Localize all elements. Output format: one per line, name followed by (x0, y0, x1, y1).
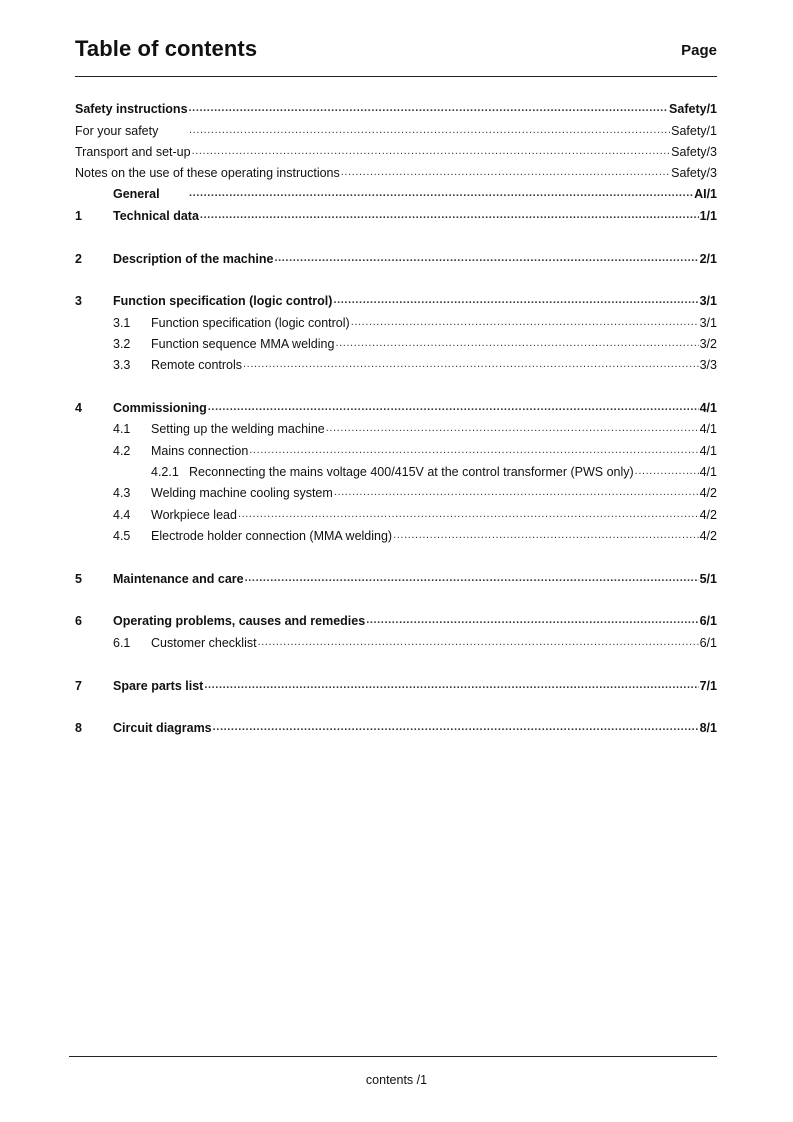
toc-leader-dots (334, 486, 699, 500)
toc-entry-number: 1 (75, 208, 82, 223)
toc-entry-number: 3.3 (113, 358, 131, 373)
toc-entry-4-3[interactable] (75, 479, 717, 500)
toc-entry-page: Safety/3 (671, 166, 717, 181)
toc-entry-number: 4.5 (113, 528, 131, 543)
toc-entry-text: Notes on the use of these operating instructions (75, 166, 340, 181)
toc-leader-dots (366, 614, 698, 628)
toc-entry-text: Technical data (113, 208, 199, 223)
toc-entry-number: 8 (75, 721, 82, 736)
toc-entry-3[interactable] (75, 287, 717, 308)
toc-entry-number: 2 (75, 251, 82, 266)
toc-entry-text: Welding machine cooling system (151, 486, 333, 501)
toc-entry-4[interactable] (75, 394, 717, 415)
toc-entry-6-1[interactable] (75, 628, 717, 649)
toc-leader-dots (393, 529, 699, 543)
toc-entry-text: For your safety (75, 123, 159, 138)
header-divider (75, 76, 717, 77)
toc-entry-number: 3.2 (113, 336, 131, 351)
toc-entry-number: 7 (75, 678, 82, 693)
table-of-contents (75, 95, 717, 735)
toc-entry-page: 4/1 (699, 401, 717, 416)
toc-entry-number: 5 (75, 571, 82, 586)
toc-entry-page: 4/1 (699, 464, 717, 479)
toc-leader-dots (341, 166, 670, 180)
toc-entry-text: Setting up the welding machine (151, 422, 325, 437)
toc-leader-dots (204, 679, 698, 693)
toc-entry-text: Workpiece lead (151, 507, 237, 522)
toc-entry-page: 3/1 (699, 294, 717, 309)
toc-entry-for-your-safety[interactable] (75, 116, 717, 137)
toc-entry-4-5[interactable] (75, 522, 717, 543)
toc-entry-text: Maintenance and care (113, 571, 244, 586)
toc-leader-dots (326, 422, 699, 436)
toc-entry-page: Safety/1 (671, 123, 717, 138)
toc-entry-page: 2/1 (699, 251, 717, 266)
toc-entry-number: 6.1 (113, 635, 131, 650)
toc-leader-dots (258, 636, 699, 650)
toc-entry-text: Description of the machine (113, 251, 274, 266)
toc-leader-dots (635, 465, 699, 479)
toc-leader-dots (208, 401, 699, 415)
toc-entry-4-2[interactable] (75, 436, 717, 457)
toc-entry-page: 6/1 (699, 635, 717, 650)
toc-entry-3-1[interactable] (75, 308, 717, 329)
toc-entry-page: Safety/3 (671, 144, 717, 159)
toc-leader-dots (243, 358, 699, 372)
toc-entry-number: 6 (75, 614, 82, 629)
toc-entry-transport[interactable] (75, 138, 717, 159)
toc-leader-dots (333, 294, 698, 308)
page-title: Table of contents (75, 36, 258, 61)
page-header (75, 36, 717, 66)
toc-entry-page: 3/3 (699, 358, 717, 373)
toc-entry-page: 7/1 (699, 678, 717, 693)
toc-entry-text: Operating problems, causes and remedies (113, 614, 366, 629)
toc-entry-page: 4/1 (699, 443, 717, 458)
toc-leader-dots (192, 145, 671, 159)
toc-entry-4-1[interactable] (75, 415, 717, 436)
toc-entry-page: 4/2 (699, 528, 717, 543)
toc-entry-text: Circuit diagrams (113, 721, 212, 736)
toc-entry-7[interactable] (75, 671, 717, 692)
toc-entry-general[interactable] (75, 180, 717, 201)
toc-entry-text: Safety instructions (75, 102, 188, 117)
toc-entry-page: 1/1 (699, 208, 717, 223)
toc-entry-number: 4.1 (113, 422, 131, 437)
footer-divider (69, 1056, 717, 1057)
toc-entry-text: Electrode holder connection (MMA welding) (151, 528, 393, 543)
toc-entry-3-3[interactable] (75, 351, 717, 372)
toc-entry-number: 4.2 (113, 443, 131, 458)
toc-entry-number: 4.4 (113, 507, 131, 522)
toc-entry-notes[interactable] (75, 159, 717, 180)
toc-leader-dots (213, 721, 699, 735)
toc-leader-dots (189, 124, 670, 138)
toc-entry-text: Transport and set-up (75, 144, 191, 159)
toc-entry-number: 3.1 (113, 315, 131, 330)
toc-entry-number: 4.2.1 (151, 464, 179, 479)
toc-entry-number: 3 (75, 294, 82, 309)
toc-entry-6[interactable] (75, 607, 717, 628)
toc-entry-text: Reconnecting the mains voltage 400/415V at the control transformer (PWS only) (189, 464, 634, 479)
toc-entry-safety-instructions[interactable] (75, 95, 717, 116)
toc-entry-page: 4/2 (699, 486, 717, 501)
toc-leader-dots (274, 252, 698, 266)
toc-entry-text: Function sequence MMA welding (151, 336, 335, 351)
toc-entry-page: 4/1 (699, 422, 717, 437)
toc-entry-number: 4 (75, 401, 82, 416)
toc-leader-dots (238, 508, 699, 522)
toc-entry-page: Safety/1 (669, 102, 717, 117)
toc-entry-text: Remote controls (151, 358, 243, 373)
page-column-label: Page (681, 42, 717, 59)
toc-entry-5[interactable] (75, 564, 717, 585)
toc-leader-dots (335, 337, 698, 351)
toc-entry-page: 3/1 (699, 315, 717, 330)
toc-entry-page: 3/2 (699, 336, 717, 351)
toc-leader-dots (200, 209, 699, 223)
toc-entry-text: Spare parts list (113, 678, 204, 693)
toc-entry-1[interactable] (75, 201, 717, 222)
toc-entry-page: 4/2 (699, 507, 717, 522)
toc-leader-dots (189, 187, 693, 201)
toc-leader-dots (245, 572, 699, 586)
toc-entry-page: 8/1 (699, 721, 717, 736)
toc-entry-text: Customer checklist (151, 635, 257, 650)
toc-leader-dots (189, 102, 669, 116)
toc-entry-4-4[interactable] (75, 500, 717, 521)
toc-entry-text: Function specification (logic control) (113, 294, 333, 309)
toc-entry-page: 5/1 (699, 571, 717, 586)
toc-entry-4-2-1[interactable] (75, 458, 717, 479)
toc-entry-2[interactable] (75, 244, 717, 265)
page-footer: contents /1 (365, 1073, 428, 1087)
toc-entry-text: Mains connection (151, 443, 249, 458)
toc-entry-8[interactable] (75, 714, 717, 735)
toc-entry-number: 4.3 (113, 486, 131, 501)
toc-entry-text: Function specification (logic control) (151, 315, 350, 330)
toc-leader-dots (351, 316, 699, 330)
toc-entry-text: General (113, 187, 160, 202)
toc-entry-text: Commissioning (113, 401, 207, 416)
toc-entry-3-2[interactable] (75, 330, 717, 351)
toc-leader-dots (249, 444, 698, 458)
toc-entry-page: AI/1 (694, 187, 717, 202)
toc-entry-page: 6/1 (699, 614, 717, 629)
